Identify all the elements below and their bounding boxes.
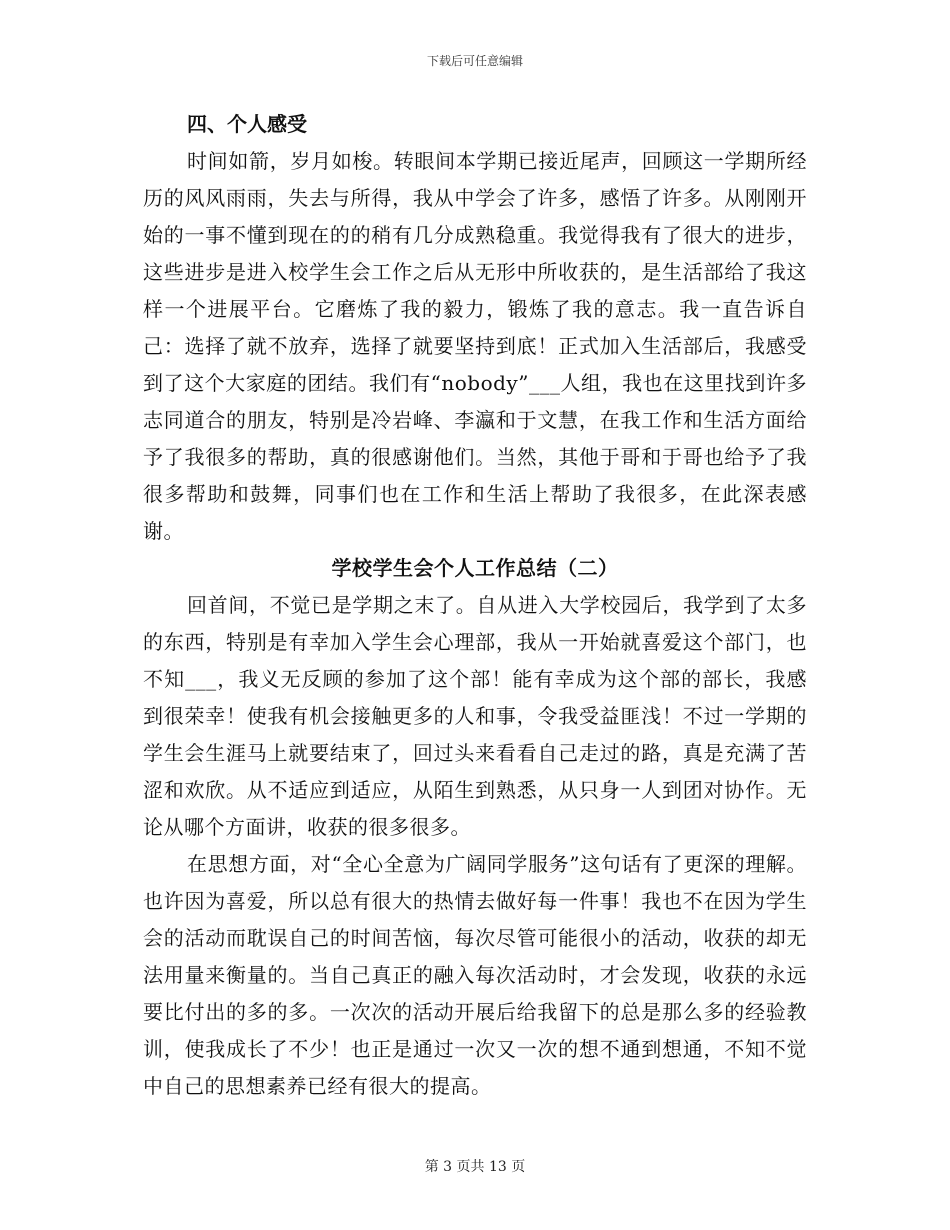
section-paragraph: 时间如箭，岁月如梭。转眼间本学期已接近尾声，回顾这一学期所经历的风风雨雨，失去与所得，我从中学会了许多，感悟了许多。从刚刚开始的一事不懂到现在的的稍有几分成熟稳重。我觉得我有了很大的进步，这些进步是进入校学生会工作之后从无形中所收获的，是生活部给了我这样一个进展平台。它磨炼了我的毅力，锻炼了我的意志。我一直告诉自己：选择了就不放弃，选择了就要坚持到底！正式加入生活部后，我感受到了这个大家庭的团结。我们有“nobody”___人组，我也在这里找到许多志同道合的朋友，特别是冷岩峰、李瀛和于文慧，在我工作和生活方面给予了我很多的帮助，真的很感谢他们。当然，其他于哥和于哥也给予了我很多帮助和鼓舞，同事们也在工作和生活上帮助了我很多，在此深表感谢。 <box>143 149 807 543</box>
article-paragraph-1: 回首间，不觉已是学期之末了。自从进入大学校园后，我学到了太多的东西，特别是有幸加入学生会心理部，我从一开始就喜爱这个部门，也不知___，我义无反顾的参加了这个部！能有幸成为这个部的部长，我感到很荣幸！使我有机会接触更多的人和事，令我受益匪浅！不过一学期的学生会生涯马上就要结束了，回过头来看看自己走过的路，真是充满了苦涩和欢欣。从不适应到适应，从陌生到熟悉，从只身一人到团对协作。无论从哪个方面讲，收获的很多很多。 <box>143 593 807 839</box>
article-paragraph-2: 在思想方面，对“全心全意为广阔同学服务”这句话有了更深的理解。也许因为喜爱，所以总有很大的热情去做好每一件事！我也不在因为学生会的活动而耽误自己的时间苦恼，每次尽管可能很小的活动，收获的却无法用量来衡量的。当自己真正的融入每次活动时，才会发现，收获的永远要比付出的多的多。一次次的活动开展后给我留下的总是那么多的经验教训，使我成长了不少！也正是通过一次又一次的想不通到想通，不知不觉中自己的思想素养已经有很大的提高。 <box>143 852 807 1098</box>
page-header: 下载后可任意编辑 <box>426 54 523 68</box>
section-heading: 四、个人感受 <box>187 112 307 136</box>
document-body <box>143 106 807 1105</box>
page-number: 第 3 页共 13 页 <box>424 1159 526 1175</box>
article-title: 学校学生会个人工作总结（二） <box>331 556 619 580</box>
